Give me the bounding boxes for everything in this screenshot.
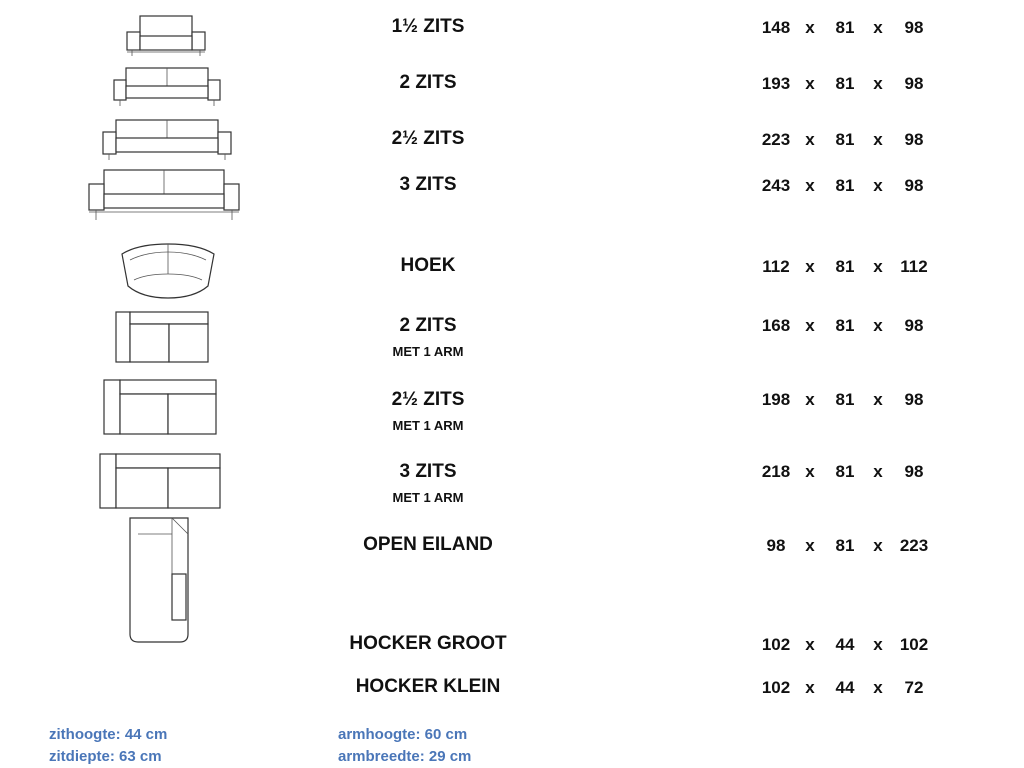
dimension-separator: x: [873, 678, 883, 697]
dimension-separator: x: [873, 130, 883, 149]
dimension-separator: x: [873, 316, 883, 335]
dimension-separator: x: [873, 462, 883, 481]
item-label: 2½ ZITS: [391, 389, 465, 410]
item-sublabel: MET 1 ARM: [392, 418, 464, 433]
item-sublabel: MET 1 ARM: [392, 344, 464, 359]
item-dimensions: [0, 175, 1024, 197]
item-depth: 98: [904, 18, 924, 37]
dimension-separator: x: [805, 536, 815, 555]
dimension-separator: x: [873, 257, 883, 276]
item-height: 44: [835, 635, 855, 654]
item-height: 81: [835, 390, 855, 409]
item-depth: 98: [904, 130, 924, 149]
item-dimensions: [0, 73, 1024, 95]
dimension-separator: x: [805, 176, 815, 195]
item-height: 81: [835, 462, 855, 481]
item-dimensions: [0, 677, 1024, 699]
item-height: 81: [835, 18, 855, 37]
item-sublabel: MET 1 ARM: [392, 490, 464, 505]
item-height: 81: [835, 130, 855, 149]
dimension-separator: x: [873, 176, 883, 195]
item-label: 1½ ZITS: [391, 16, 465, 37]
arm-width-note: armbreedte: 29 cm: [338, 748, 472, 765]
item-dimensions: [0, 17, 1024, 39]
item-dimensions: [0, 535, 1024, 557]
item-depth: 98: [904, 462, 924, 481]
item-dimensions: [0, 315, 1024, 337]
item-depth: 98: [904, 176, 924, 195]
item-width: 112: [762, 257, 790, 276]
seat-height-note: zithoogte: 44 cm: [49, 726, 168, 743]
item-depth: 98: [904, 74, 924, 93]
item-label: HOCKER GROOT: [349, 633, 507, 654]
item-height: 81: [835, 316, 855, 335]
item-width: 198: [761, 390, 791, 409]
item-height: 81: [835, 176, 855, 195]
item-label: HOCKER KLEIN: [355, 676, 501, 697]
item-width: 148: [761, 18, 791, 37]
item-width: 102: [761, 635, 791, 654]
item-width: 243: [761, 176, 791, 195]
item-depth: 72: [904, 678, 924, 697]
item-height: 81: [835, 74, 855, 93]
item-dimensions: [0, 129, 1024, 151]
dimension-separator: x: [873, 74, 883, 93]
item-width: 218: [761, 462, 791, 481]
item-depth: 98: [904, 390, 924, 409]
chaise-longue-top-icon: [124, 514, 194, 646]
item-label: 2 ZITS: [399, 315, 457, 336]
dimension-separator: x: [805, 678, 815, 697]
item-width: 223: [761, 130, 791, 149]
dimension-separator: x: [805, 18, 815, 37]
item-height: 44: [835, 678, 855, 697]
item-height: 81: [835, 257, 855, 276]
item-width: 98: [766, 536, 786, 555]
dimension-separator: x: [873, 536, 883, 555]
dimension-separator: x: [873, 18, 883, 37]
dimension-separator: x: [805, 130, 815, 149]
item-depth: 223: [899, 536, 929, 555]
item-dimensions: [0, 389, 1024, 411]
dimension-separator: x: [873, 390, 883, 409]
dimension-separator: x: [805, 257, 815, 276]
seat-depth-note: zitdiepte: 63 cm: [49, 748, 162, 765]
item-width: 102: [761, 678, 791, 697]
dimension-separator: x: [805, 316, 815, 335]
item-width: 168: [761, 316, 791, 335]
item-dimensions: [0, 256, 1024, 278]
dimension-separator: x: [873, 635, 883, 654]
item-dimensions: [0, 461, 1024, 483]
item-depth: 98: [904, 316, 924, 335]
item-label: 3 ZITS: [399, 174, 457, 195]
item-label: 3 ZITS: [399, 461, 457, 482]
dimension-separator: x: [805, 74, 815, 93]
dimension-separator: x: [805, 635, 815, 654]
item-depth: 112: [900, 257, 928, 276]
item-label: 2 ZITS: [399, 72, 457, 93]
item-label: OPEN EILAND: [363, 534, 493, 555]
item-depth: 102: [899, 635, 929, 654]
item-label: 2½ ZITS: [391, 128, 465, 149]
dimension-separator: x: [805, 462, 815, 481]
item-height: 81: [835, 536, 855, 555]
item-dimensions: [0, 634, 1024, 656]
item-width: 193: [761, 74, 791, 93]
arm-height-note: armhoogte: 60 cm: [338, 726, 468, 743]
item-label: HOEK: [400, 255, 456, 276]
dimension-separator: x: [805, 390, 815, 409]
